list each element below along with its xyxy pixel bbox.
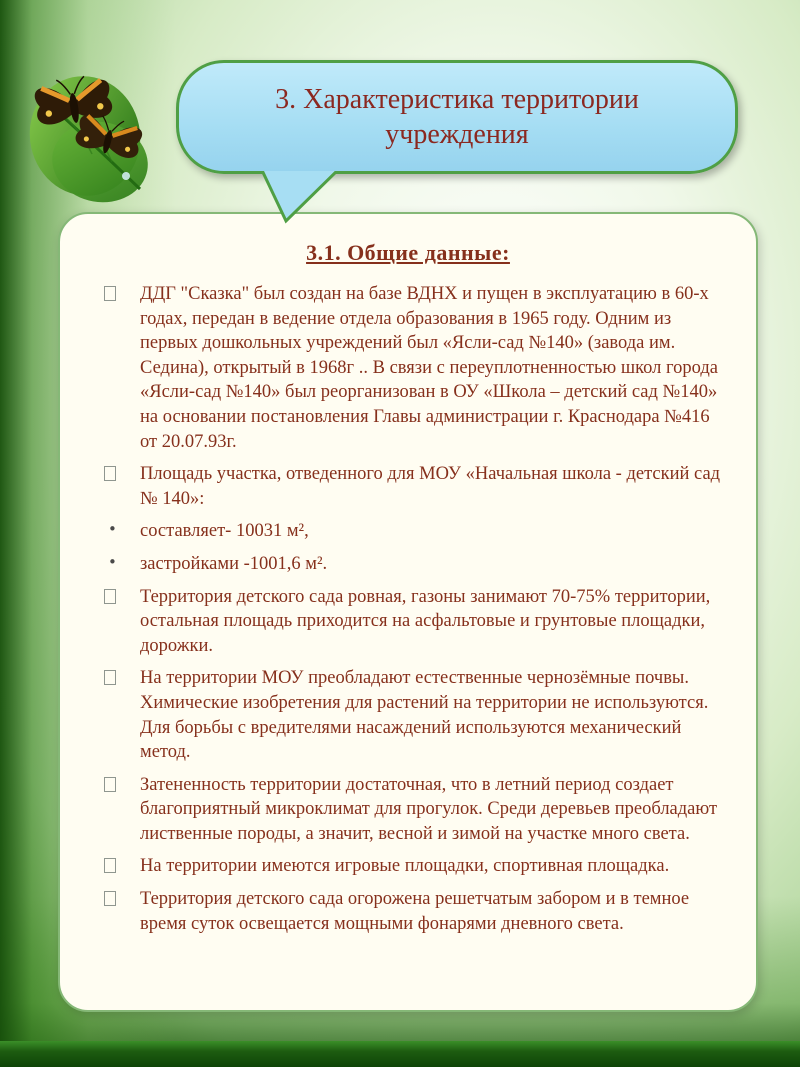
- list-item: [94, 887, 722, 936]
- list-item: [94, 666, 722, 764]
- list-item-text: Территория детского сада огорожена решетчатым забором и в темное время суток освещается мощными фонарями дневного света.: [140, 889, 690, 934]
- callout-tail: [246, 171, 356, 227]
- list-item: [94, 519, 722, 544]
- content-panel: [58, 212, 758, 1012]
- list-item: [94, 282, 722, 454]
- checkbox-bullet-icon: [104, 670, 116, 685]
- checkbox-bullet-icon: [104, 777, 116, 792]
- list-item: [94, 773, 722, 847]
- checkbox-bullet-icon: [104, 466, 116, 481]
- checkbox-bullet-icon: [104, 589, 116, 604]
- dot-bullet-icon: •: [108, 552, 117, 571]
- list-item: [94, 552, 722, 577]
- dot-bullet-icon: •: [108, 520, 117, 539]
- section-heading: 3.1. Общие данные:: [306, 240, 510, 265]
- list-item-text: составляет- 10031 м²,: [140, 521, 309, 542]
- list-item-text: ДДГ "Сказка" был создан на базе ВДНХ и пущен в эксплуатацию в 60-х годах, передан в ведение отдела образования в 1965 году. Одним из первых дошкольных учреждений был «Ясли-сад №140» (завода им. Седина), открытый в 1968г .. В связи с переуплотненностью школ города «Ясли-сад №140» был реорганизован в ОУ «Школа – детский сад №140» на основании постановления Главы администрации г. Краснодара №416 от 20.07.93г.: [140, 284, 718, 452]
- checkbox-bullet-icon: [104, 286, 116, 301]
- list-item: [94, 854, 722, 879]
- list-item-text: На территории имеются игровые площадки, спортивная площадка.: [140, 856, 670, 877]
- list-item: [94, 585, 722, 659]
- list-item-text: На территории МОУ преобладают естественные чернозёмные почвы. Химические изобретения для растений на территории не используются. Для борьбы с вредителями насаждений используются механический метод.: [140, 668, 709, 763]
- list-item-text: Территория детского сада ровная, газоны занимают 70-75% территории, остальная площадь приходится на асфальтовые и грунтовые площадки, дорожки.: [140, 586, 711, 656]
- list-item-text: застройками -1001,6 м².: [140, 553, 328, 574]
- bottom-green-bar: [0, 1041, 800, 1067]
- list-item-text: Затененность территории достаточная, что в летний период создает благоприятный микроклимат для прогулок. Среди деревьев преобладают лиственные породы, а значит, весной и зимой на участке много света.: [140, 774, 718, 844]
- bullet-list: [94, 282, 722, 936]
- checkbox-bullet-icon: [104, 891, 116, 906]
- title-callout: [176, 60, 738, 174]
- list-item-text: Площадь участка, отведенного для МОУ «Начальная школа - детский сад № 140»:: [140, 464, 721, 509]
- list-item: [94, 462, 722, 511]
- butterflies-leaf-image: [22, 44, 167, 209]
- checkbox-bullet-icon: [104, 858, 116, 873]
- slide-title: 3. Характеристика территории учреждения: [275, 84, 639, 150]
